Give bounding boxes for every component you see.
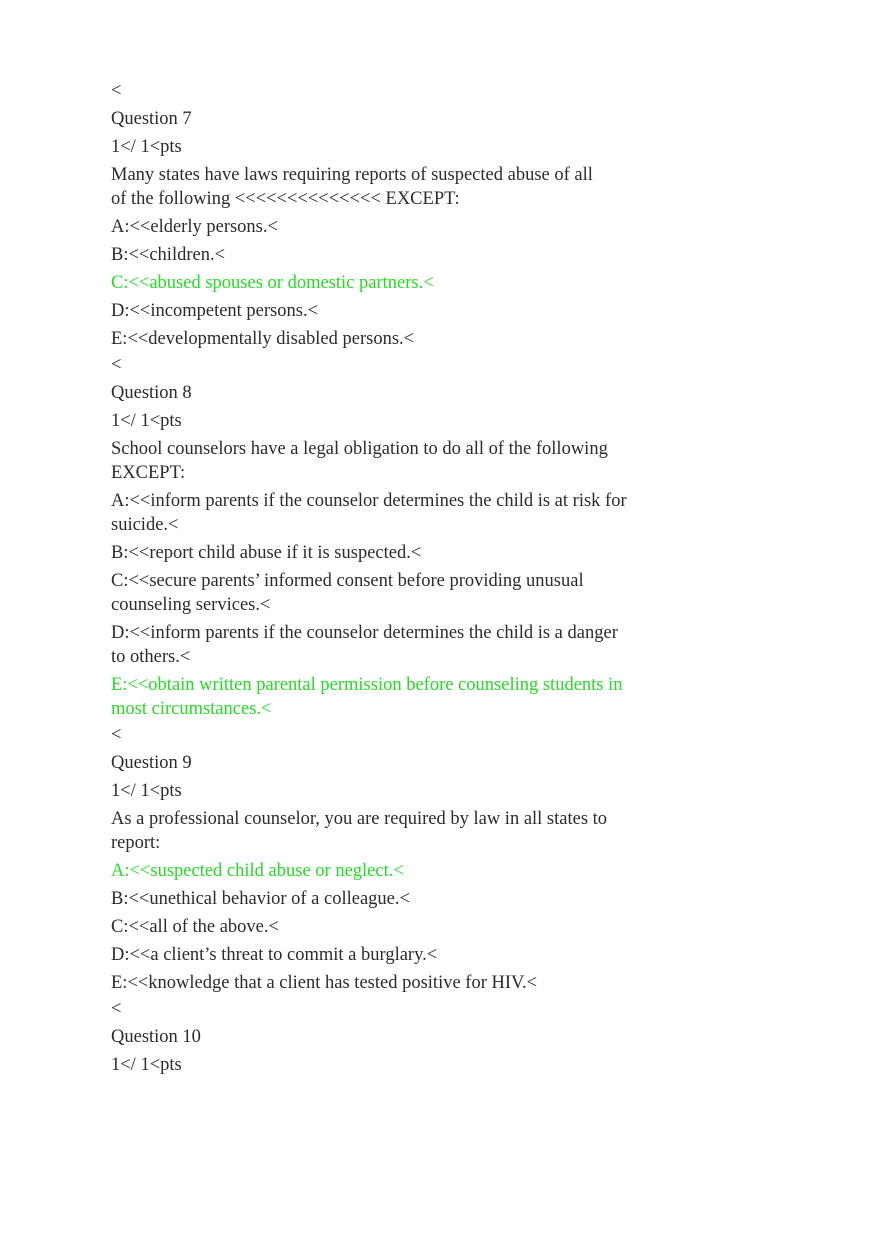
option-text: C:<<all of the above.<: [111, 917, 279, 937]
question-block: [111, 723, 671, 995]
option-text: B:<<report child abuse if it is suspected.<: [111, 543, 422, 563]
answer-option: [111, 541, 671, 565]
question-points: 1</ 1<pts: [111, 411, 182, 431]
option-text: B:<<unethical behavior of a colleague.<: [111, 889, 410, 909]
answer-option: [111, 215, 671, 239]
option-text: to others.<: [111, 647, 191, 667]
separator-mark: <: [111, 725, 122, 745]
answer-option: [111, 943, 671, 967]
prompt-line: Many states have laws requiring reports of suspected abuse of all: [111, 165, 593, 185]
answer-option: [111, 299, 671, 323]
option-text: A:<<inform parents if the counselor determines the child is at risk for: [111, 491, 627, 511]
document-page: [111, 77, 671, 1077]
option-text: E:<<developmentally disabled persons.<: [111, 329, 415, 349]
question-points: 1</ 1<pts: [111, 781, 182, 801]
option-text: C:<<abused spouses or domestic partners.<: [111, 273, 434, 293]
answer-option: [111, 971, 671, 995]
option-text: D:<<a client’s threat to commit a burglary.<: [111, 945, 438, 965]
question-block: [111, 353, 671, 721]
answer-option: [111, 621, 671, 669]
option-text: suicide.<: [111, 515, 179, 535]
question-block: [111, 997, 671, 1077]
question-prompt: [111, 163, 671, 211]
question-title: Question 7: [111, 109, 192, 129]
option-text: C:<<secure parents’ informed consent before providing unusual: [111, 571, 584, 591]
answer-option: [111, 915, 671, 939]
question-block: [111, 79, 671, 351]
option-text: D:<<inform parents if the counselor determines the child is a danger: [111, 623, 618, 643]
answer-option: [111, 887, 671, 911]
option-text: E:<<knowledge that a client has tested positive for HIV.<: [111, 973, 538, 993]
question-title: Question 10: [111, 1027, 201, 1047]
prompt-line: of the following <<<<<<<<<<<<<< EXCEPT:: [111, 189, 460, 209]
question-points: 1</ 1<pts: [111, 1055, 182, 1075]
answer-option: [111, 569, 671, 617]
separator-mark: <: [111, 355, 122, 375]
question-points: 1</ 1<pts: [111, 137, 182, 157]
question-prompt: [111, 807, 671, 855]
answer-option-correct: [111, 859, 671, 883]
option-text: A:<<suspected child abuse or neglect.<: [111, 861, 404, 881]
answer-option: [111, 489, 671, 537]
option-text: B:<<children.<: [111, 245, 226, 265]
answer-option: [111, 243, 671, 267]
answer-option-correct: [111, 271, 671, 295]
prompt-line: School counselors have a legal obligation to do all of the following: [111, 439, 608, 459]
option-text: A:<<elderly persons.<: [111, 217, 278, 237]
question-title: Question 8: [111, 383, 192, 403]
answer-option-correct: [111, 673, 671, 721]
option-text: D:<<incompetent persons.<: [111, 301, 319, 321]
prompt-line: As a professional counselor, you are required by law in all states to: [111, 809, 608, 829]
question-prompt: [111, 437, 671, 485]
option-text: most circumstances.<: [111, 699, 272, 719]
separator-mark: <: [111, 81, 122, 101]
option-text: E:<<obtain written parental permission before counseling students in: [111, 675, 623, 695]
prompt-line: EXCEPT:: [111, 463, 186, 483]
question-title: Question 9: [111, 753, 192, 773]
separator-mark: <: [111, 999, 122, 1019]
prompt-line: report:: [111, 833, 161, 853]
answer-option: [111, 327, 671, 351]
option-text: counseling services.<: [111, 595, 271, 615]
